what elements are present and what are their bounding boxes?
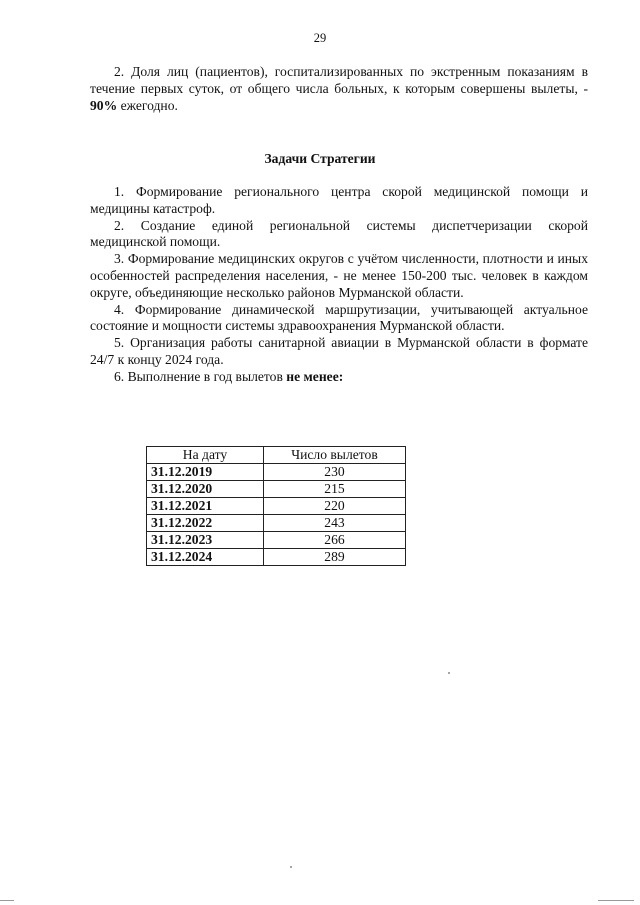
- count-cell: 220: [264, 498, 406, 515]
- task-item: 1. Формирование регионального центра скорой медицинской помощи и медицины катастроф.: [90, 184, 588, 216]
- header-date: На дату: [147, 447, 264, 464]
- count-cell: 215: [264, 481, 406, 498]
- section-heading: Задачи Стратегии: [264, 151, 376, 166]
- intro-value: 90%: [90, 97, 118, 113]
- scan-edge-mark: [0, 900, 14, 901]
- task-item: 2. Создание единой региональной системы диспетчеризации скорой медицинской помощи.: [90, 217, 588, 250]
- intro-prefix: 2. Доля лиц (пациентов), госпитализированных по экстренным показаниям в течение первых суток, от общего числа больных, к которым совершены вылеты, -: [90, 64, 588, 96]
- intro-suffix: ежегодно.: [117, 97, 178, 113]
- table-row: [147, 464, 406, 481]
- date-cell: 31.12.2020: [147, 481, 264, 498]
- date-cell: 31.12.2023: [147, 532, 264, 549]
- scan-speck: [448, 672, 450, 674]
- task-item: 3. Формирование медицинских округов с учётом численности, плотности и иных особенностей распределения населения, - не менее 150-200 тыс. человек в каждом округе, объединяющие несколько районов Мурманской области.: [90, 251, 588, 300]
- scan-edge-mark: [598, 900, 634, 901]
- task-item: 5. Организация работы санитарной авиации в Мурманской области в формате 24/7 к концу 2024 года.: [90, 335, 588, 367]
- task-item-6: [90, 369, 588, 386]
- flights-table-wrapper: [146, 446, 406, 566]
- task6-prefix: 6. Выполнение в год вылетов: [114, 368, 287, 384]
- count-cell: 289: [264, 549, 406, 566]
- count-cell: 243: [264, 515, 406, 532]
- scan-speck: [290, 866, 292, 868]
- intro-section: [90, 64, 588, 114]
- date-cell: 31.12.2024: [147, 549, 264, 566]
- table-row: [147, 498, 406, 515]
- table-header-row: [147, 447, 406, 464]
- table-row: [147, 481, 406, 498]
- table-row: [147, 532, 406, 549]
- date-cell: 31.12.2022: [147, 515, 264, 532]
- intro-paragraph: [90, 64, 588, 114]
- page-number: 29: [313, 31, 327, 45]
- date-cell: 31.12.2021: [147, 498, 264, 515]
- count-cell: 230: [264, 464, 406, 481]
- task-item: 4. Формирование динамической маршрутизации, учитывающей актуальное состояние и мощности системы здравоохранения Мурманской области.: [90, 301, 588, 334]
- count-cell: 266: [264, 532, 406, 549]
- table-row: [147, 515, 406, 532]
- header-count: Число вылетов: [264, 447, 406, 464]
- task6-bold: не менее:: [286, 368, 344, 384]
- tasks-list: [90, 184, 588, 386]
- flights-table: [146, 446, 406, 566]
- table-row: [147, 549, 406, 566]
- date-cell: 31.12.2019: [147, 464, 264, 481]
